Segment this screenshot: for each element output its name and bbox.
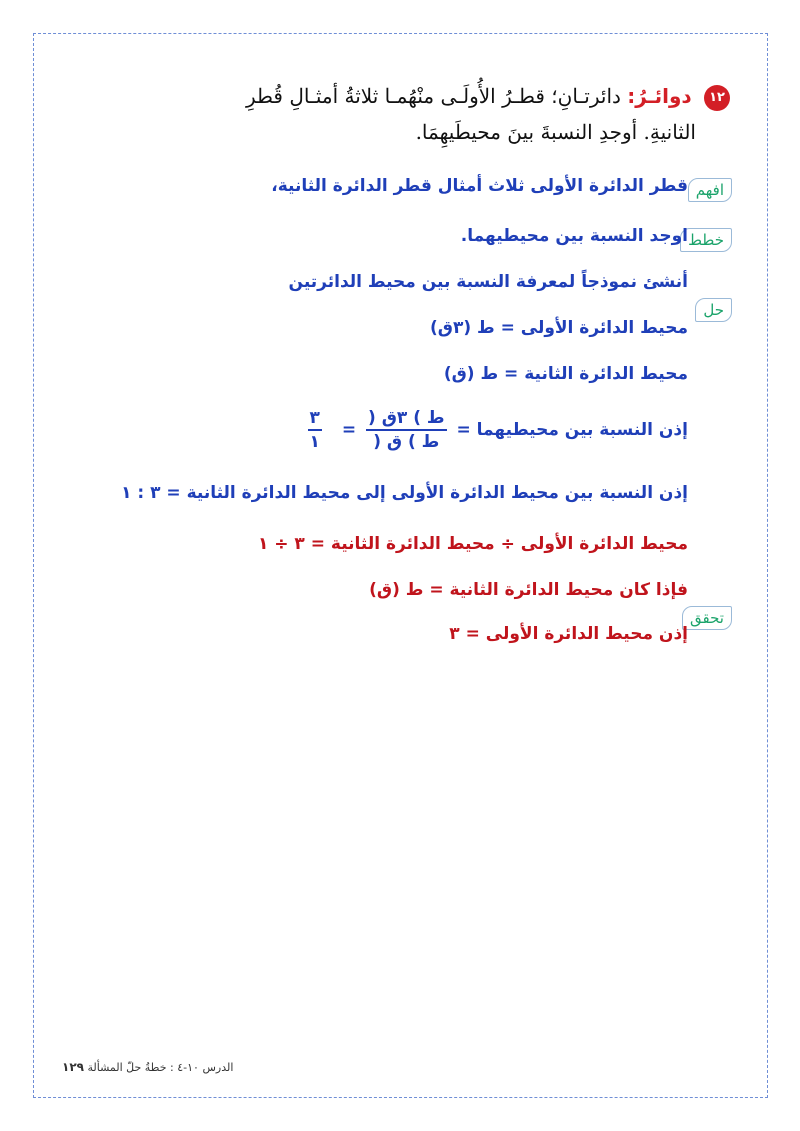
fraction-denominator: ط ) ق ( <box>373 432 440 452</box>
ratio-equation <box>304 408 688 452</box>
tag-understand: افهم <box>688 178 732 202</box>
tag-solve: حل <box>695 298 732 322</box>
check-line-division: محيط الدائرة الأولى ÷ محيط الدائرة الثانية = ٣ ÷ ١ <box>257 534 688 554</box>
tag-check: تحقق <box>682 606 732 630</box>
fraction-numerator: ط ) ٣ق ( <box>366 408 447 431</box>
fraction-result-denominator: ١ <box>309 432 320 452</box>
problem-line-2 <box>90 114 730 150</box>
understand-line: قطر الدائرة الأولى ثلاث أمثال قطر الدائرة الثانية، <box>271 176 688 196</box>
fraction-expression <box>366 408 447 452</box>
problem-text-2: الثانيةِ. أوجدِ النسبةَ بينَ محيطَيهِمَا. <box>415 120 696 144</box>
check-line-given: فإذا كان محيط الدائرة الثانية = ط (ق) <box>369 580 688 600</box>
footer-lesson: الدرس ١٠-٤ : خطةُ حلّ المشألة <box>87 1061 234 1074</box>
problem-text-1: دائرتـانِ؛ قطـرُ الأُولَـى منْهُمـا ثلاثةُ أمثـالِ قُطرِ <box>245 84 621 108</box>
page-footer <box>62 1060 233 1074</box>
plan-line: اوجد النسبة بين محيطيهما. <box>460 226 688 246</box>
ratio-conclusion: إذن النسبة بين محيط الدائرة الأولى إلى محيط الدائرة الثانية = ٣ : ١ <box>121 483 688 503</box>
problem-line-1 <box>90 78 730 114</box>
page-number: ١٢٩ <box>62 1060 84 1074</box>
solve-line-circumference-1: محيط الدائرة الأولى = ط (٣ق) <box>429 318 688 338</box>
solve-line-model: أنشئ نموذجاً لمعرفة النسبة بين محيط الدائرتين <box>288 272 688 292</box>
problem-number-badge: ١٢ <box>704 85 730 111</box>
check-line-result: إذن محيط الدائرة الأولى = ٣ <box>449 624 688 644</box>
tag-plan: خطط <box>680 228 732 252</box>
ratio-prefix: إذن النسبة بين محيطيهما = <box>456 420 688 440</box>
fraction-result-numerator: ٣ <box>308 408 322 431</box>
problem-keyword: دوائـرُ: <box>627 84 692 108</box>
problem-statement <box>90 78 730 150</box>
fraction-result <box>308 408 322 452</box>
equals-sign: = <box>341 420 357 440</box>
solve-line-circumference-2: محيط الدائرة الثانية = ط (ق) <box>443 364 688 384</box>
